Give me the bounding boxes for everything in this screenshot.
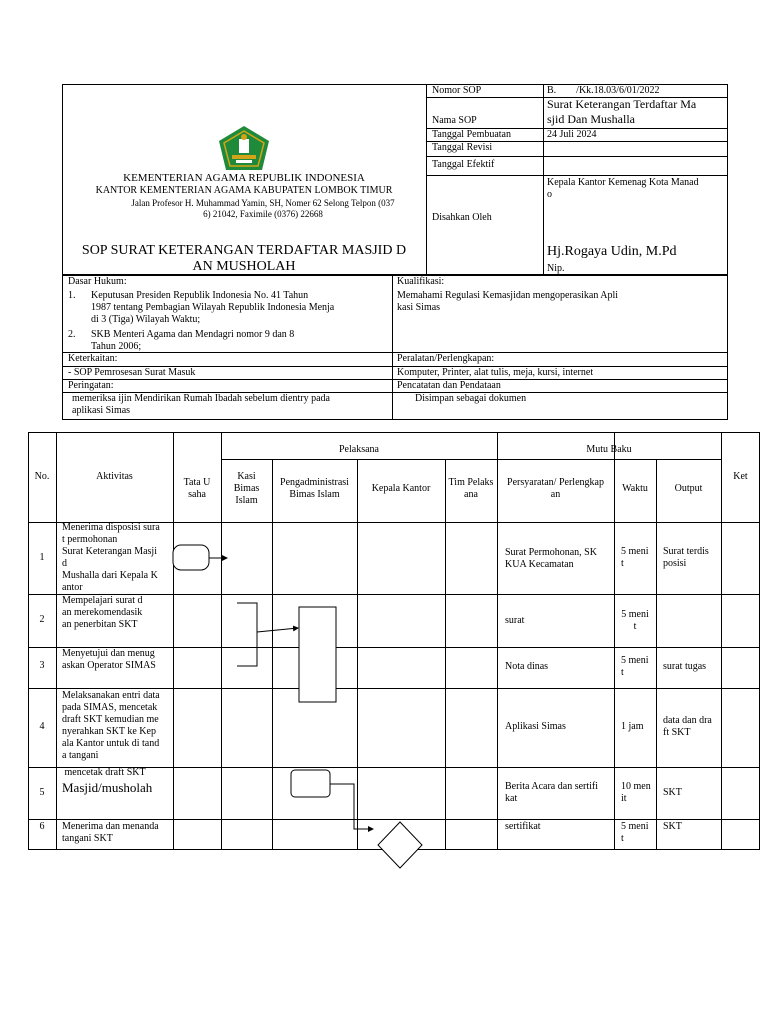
col-header-kasi: Kasi Bimas Islam (233, 471, 260, 506)
col-header-ket: Ket (733, 471, 748, 482)
arrow-3 (330, 784, 373, 829)
dasar-hukum-2: SKB Menteri Agama dan Mendagri nomor 9 dan 8 Tahun 2006; (91, 329, 295, 352)
col-header-tata-usaha: Tata U saha (183, 477, 211, 500)
peralatan-text: Komputer, Printer, alat tulis, meja, kursi, internet (397, 367, 594, 378)
dasar-hukum-1: Keputusan Presiden Republik Indonesia No. 41 Tahun 1987 tentang Pembagian Wilayah Republik Indonesia Menja di 3 (Tiga) Wilayah Waktu; (91, 290, 335, 325)
row-4-aktivitas: Melaksanakan entri data pada SIMAS, mencetak draft SKT kemudian me nyerahkan SKT ke Kep ala Kantor untuk di tand a tangani (62, 690, 160, 761)
col-header-pelaksana: Pelaksana (339, 444, 379, 455)
label-tanggal-revisi: Tanggal Revisi (432, 142, 493, 153)
keterkaitan-text: - SOP Pemrosesan Surat Masuk (68, 367, 196, 378)
office-name: KANTOR KEMENTERIAN AGAMA KABUPATEN LOMBOK TIMUR (95, 185, 393, 196)
row-3-persyaratan: Nota dinas (505, 661, 549, 672)
row-5-waktu: 10 men it (621, 781, 651, 804)
peringatan-label: Peringatan: (68, 380, 114, 391)
kualifikasi-label: Kualifikasi: (397, 276, 445, 287)
row-5-aktivitas: mencetak draft SKT (62, 767, 146, 778)
row-1-no: 1 (39, 552, 45, 563)
bracket-connector (237, 603, 257, 666)
value-nomor-sop: B. /Kk.18.03/6/01/2022 (547, 85, 660, 96)
row-2-no: 2 (39, 614, 45, 625)
office-address: Jalan Profesor H. Muhammad Yamin, SH, Nomer 62 Selong Telpon (037 6) 21042, Faximile (0376) 22668 (131, 198, 395, 219)
row-3-waktu: 5 meni t (621, 655, 649, 678)
row-1-output: Surat terdis posisi (663, 546, 709, 569)
sop-title: SOP SURAT KETERANGAN TERDAFTAR MASJID D AN MUSHOLAH (81, 243, 407, 274)
col-header-kepala-kantor: Kepala Kantor (371, 483, 431, 494)
row-6-waktu: 5 meni t (621, 821, 649, 844)
pencatatan-text: Disimpan sebagai dokumen (415, 393, 527, 404)
col-header-tim-pelaksana: Tim Pelaks ana (448, 477, 494, 500)
label-tanggal-efektif: Tanggal Efektif (432, 159, 495, 170)
row-6-aktivitas: Menerima dan menanda tangani SKT (62, 821, 159, 844)
row-4-no: 4 (39, 721, 45, 732)
row-3-no: 3 (39, 660, 45, 671)
col-header-waktu: Waktu (622, 483, 648, 494)
row-3-output: surat tugas (663, 661, 707, 672)
label-tanggal-pembuatan: Tanggal Pembuatan (432, 129, 511, 140)
dasar-hukum-2-num: 2. (68, 329, 76, 340)
dasar-hukum-label: Dasar Hukum: (68, 276, 127, 287)
row-6-output: SKT (663, 821, 682, 832)
col-header-pengadministrasi: Pengadministrasi Bimas Islam (280, 477, 349, 500)
col-header-mutu-baku: Mutu Baku (586, 444, 632, 455)
row-5-aktivitas-big: Masjid/musholah (62, 780, 153, 795)
row-3-aktivitas: Menyetujui dan menug askan Operator SIMAS (62, 648, 156, 671)
row-2-aktivitas: Mempelajari surat d an merekomendasik an penerbitan SKT (62, 595, 143, 630)
arrow-2 (257, 628, 298, 632)
value-tanggal-pembuatan: 24 Juli 2024 (547, 129, 597, 140)
row-4-waktu: 1 jam (621, 721, 644, 732)
approver-title: Kepala Kantor Kemenag Kota Manad o (547, 177, 699, 200)
kualifikasi-text: Memahami Regulasi Kemasjidan mengoperasikan Apli kasi Simas (397, 290, 619, 313)
row-2-persyaratan: surat (505, 615, 525, 626)
row-1-aktivitas: Menerima disposisi sura t permohonan Surat Keterangan Masji d Mushalla dari Kepala K antor (62, 522, 160, 593)
peringatan-text: memeriksa ijin Mendirikan Rumah Ibadah sebelum dientry pada aplikasi Simas (72, 393, 330, 416)
row-4-output: data dan dra ft SKT (663, 715, 712, 738)
col-header-aktivitas: Aktivitas (96, 471, 133, 482)
start-terminator (173, 545, 209, 570)
dasar-hukum-1-num: 1. (68, 290, 76, 301)
value-nama-sop: Surat Keterangan Terdaftar Ma sjid Dan Mushalla (547, 97, 697, 126)
label-nomor-sop: Nomor SOP (432, 85, 482, 96)
col-header-no: No. (34, 471, 50, 482)
col-header-output: Output (674, 483, 703, 494)
row-6-persyaratan: sertifikat (505, 821, 541, 832)
keterkaitan-label: Keterkaitan: (68, 353, 118, 364)
row-2-waktu: 5 meni t (621, 609, 649, 632)
row-1-persyaratan: Surat Permohonan, SK KUA Kecamatan (505, 547, 597, 570)
process-box-entry (299, 607, 336, 702)
col-header-persyaratan: Persyaratan/ Perlengkap an (507, 477, 604, 500)
row-5-no: 5 (39, 787, 45, 798)
label-disahkan-oleh: Disahkan Oleh (432, 212, 492, 223)
decision-diamond (378, 822, 422, 868)
peralatan-label: Peralatan/Perlengkapan: (397, 353, 495, 364)
process-box-print (291, 770, 330, 797)
approver-name: Hj.Rogaya Udin, M.Pd (547, 244, 677, 259)
label-nama-sop: Nama SOP (432, 115, 477, 126)
pencatatan-label: Pencatatan dan Pendataan (397, 380, 501, 391)
row-1-waktu: 5 meni t (621, 546, 649, 569)
approver-nip: Nip. (547, 263, 565, 274)
row-5-output: SKT (663, 787, 682, 798)
row-5-persyaratan: Berita Acara dan sertifi kat (505, 781, 599, 804)
row-4-persyaratan: Aplikasi Simas (505, 721, 566, 732)
ministry-name: KEMENTERIAN AGAMA REPUBLIK INDONESIA (123, 172, 365, 184)
row-6-no: 6 (39, 821, 45, 832)
